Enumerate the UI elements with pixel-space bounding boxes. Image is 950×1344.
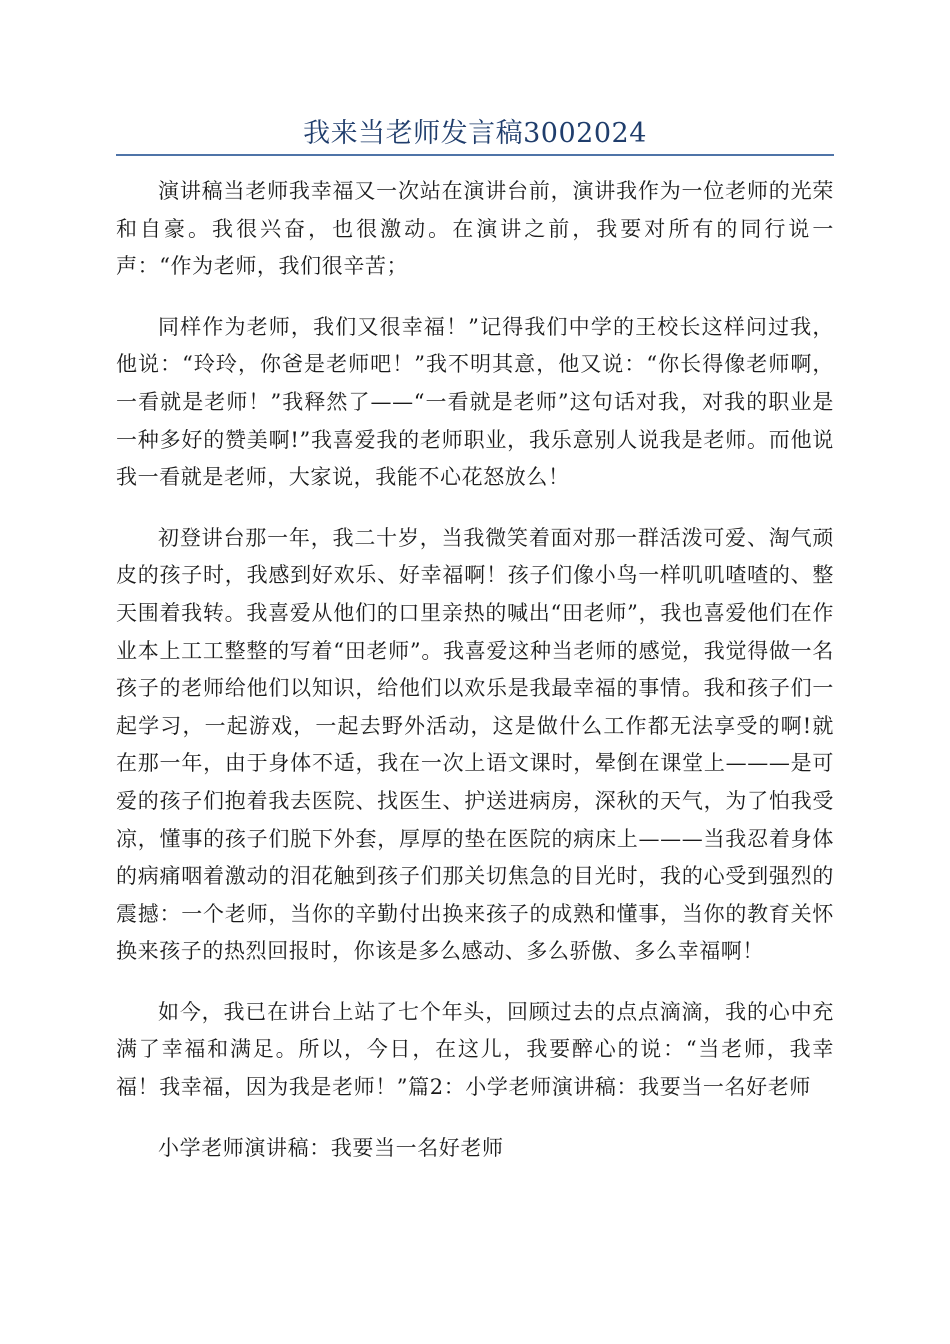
paragraph-3: 初登讲台那一年，我二十岁，当我微笑着面对那一群活泼可爱、淘气顽皮的孩子时，我感到好欢乐、好幸福啊！孩子们像小鸟一样叽叽喳喳的、整天围着我转。我喜爱从他们的口里亲热的喊出“田老师”，我也喜爱他们在作业本上工工整整的写着“田老师”。我喜爱这种当老师的感觉，我觉得做一名孩子的老师给他们以知识，给他们以欢乐是我最幸福的事情。我和孩子们一起学习，一起游戏，一起去野外活动，这是做什么工作都无法享受的啊!就在那一年，由于身体不适，我在一次上语文课时，晕倒在课堂上———是可爱的孩子们抱着我去医院、找医生、护送进病房，深秋的天气，为了怕我受凉，懂事的孩子们脱下外套，厚厚的垫在医院的病床上———当我忍着身体的病痛咽着激动的泪花触到孩子们那关切焦急的目光时，我的心受到强烈的震撼：一个老师，当你的辛勤付出换来孩子的成熟和懂事，当你的教育关怀换来孩子的热烈回报时，你该是多么感动、多么骄傲、多么幸福啊！ <box>116 525 834 964</box>
paragraph-5: 小学老师演讲稿：我要当一名好老师 <box>158 1135 504 1160</box>
paragraph-2: 同样作为老师，我们又很幸福！”记得我们中学的王校长这样问过我，他说：“玲玲，你爸是老师吧！”我不明其意，他又说：“你长得像老师啊，一看就是老师！”我释然了——“一看就是老师”这句话对我，对我的职业是一种多好的赞美啊!”我喜爱我的老师职业，我乐意别人说我是老师。而他说我一看就是老师，大家说，我能不心花怒放么！ <box>116 314 834 490</box>
paragraph-4: 如今，我已在讲台上站了七个年头，回顾过去的点点滴滴，我的心中充满了幸福和满足。所以，今日，在这儿，我要醉心的说：“当老师，我幸福！我幸福，因为我是老师！”篇2：小学老师演讲稿：我要当一名好老师 <box>116 999 834 1100</box>
document-title: 我来当老师发言稿3002024 <box>303 118 647 149</box>
document-body <box>116 173 834 1190</box>
title-block <box>116 110 834 156</box>
paragraph-1: 演讲稿当老师我幸福又一次站在演讲台前，演讲我作为一位老师的光荣和自豪。我很兴奋，也很激动。在演讲之前，我要对所有的同行说一声：“作为老师，我们很辛苦； <box>116 179 834 279</box>
